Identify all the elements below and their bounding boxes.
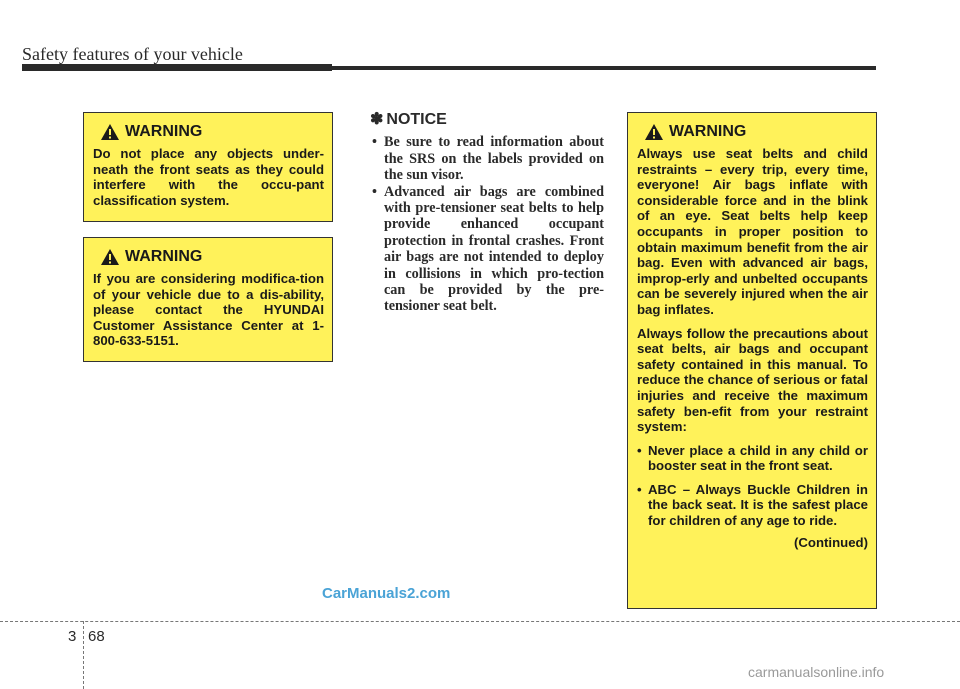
bullet-dot: • (637, 481, 642, 497)
warning-bullet (637, 443, 868, 474)
warning-title: WARNING (125, 123, 203, 141)
warning-triangle-icon (100, 123, 120, 141)
warning-heading (93, 248, 324, 266)
watermark-carmanualsonline[interactable]: carmanualsonline.info (748, 664, 885, 680)
warning-text: Do not place any objects under-neath the front seats as they could interfere with the occu-pant classification system. (93, 146, 324, 208)
notice-bullet-text: Be sure to read information about the SRS on the labels provided on the sun visor. (384, 134, 604, 184)
bullet-dot: • (637, 442, 642, 458)
page-header-title: Safety features of your vehicle (22, 44, 243, 64)
watermark-carmanuals2[interactable]: CarManuals2.com (322, 585, 451, 602)
warning-text: Always use seat belts and child restraints – every trip, every time, everyone! Air bags inflate with considerable force and in the blink of an eye. Seat belts help keep occupants in proper position to obtain maximum benefit from the air bag. Even with advanced air bags, improp-erly and unbelted occupants can be severely injured when the air bag inflates. (637, 146, 868, 317)
warning-bullet (637, 482, 868, 529)
continued-label: (Continued) (794, 534, 868, 550)
chapter-number: 3 (68, 628, 77, 645)
bullet-dot: • (372, 183, 377, 200)
warning-heading (637, 123, 868, 141)
warning-bullet-text: Never place a child in any child or booster seat in the front seat. (648, 442, 868, 474)
footer-dashed-divider (83, 621, 84, 689)
warning-triangle-icon (644, 123, 664, 141)
warning-title: WARNING (669, 123, 747, 141)
warning-box-modification (83, 237, 333, 362)
warning-triangle-icon (100, 248, 120, 266)
warning-text: Always follow the precautions about seat belts, air bags and occupant safety contained in this manual. To reduce the chance of serious or fatal injuries and receive the maximum safety ben-efit from your restraint system: (637, 325, 868, 435)
warning-bullet-text: ABC – Always Buckle Children in the back seat. It is the safest place for children of any age to ride. (648, 481, 868, 529)
warning-title: WARNING (125, 248, 203, 266)
header-rule-accent (22, 64, 332, 71)
warning-text: If you are considering modifica-tion of your vehicle due to a dis-ability, please contact the HYUNDAI Customer Assistance Center at 1-800-633-5151. (93, 271, 324, 349)
notice-bullet (370, 184, 604, 315)
notice-heading (370, 112, 604, 128)
notice-section (370, 112, 604, 315)
notice-title: NOTICE (386, 111, 447, 128)
warning-heading (93, 123, 324, 141)
footer-dashed-rule (0, 621, 960, 622)
warning-box-seats (83, 112, 333, 222)
page-number-value: 68 (88, 628, 105, 645)
notice-bullet (370, 134, 604, 183)
warning-box-seat-belts (627, 112, 877, 609)
bullet-dot: • (372, 134, 377, 151)
notice-star-icon: ✽ (370, 111, 384, 128)
notice-bullet-text: Advanced air bags are combined with pre-tensioner seat belts to help provide enhanced occupant protection in frontal crashes. Front air bags are not intended to deploy in collisions in which pro-tection can be provided by the pre-tensioner seat belt. (384, 183, 604, 315)
